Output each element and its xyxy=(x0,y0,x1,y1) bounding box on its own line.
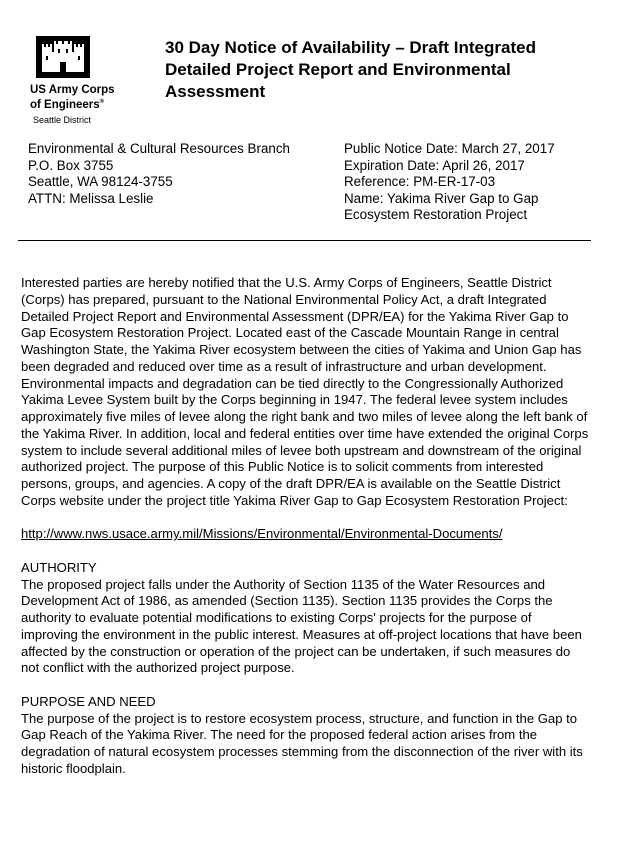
registered-mark: ® xyxy=(99,99,105,105)
notice-info xyxy=(344,141,555,224)
usace-logo xyxy=(30,36,140,125)
org-name-line1: US Army Corps xyxy=(30,84,115,96)
org-name xyxy=(30,84,140,111)
address-line: ATTN: Melissa Leslie xyxy=(28,190,154,206)
address-line: Seattle, WA 98124-3755 xyxy=(28,174,173,189)
castle-icon xyxy=(36,36,90,78)
address-line: Environmental & Cultural Resources Branch xyxy=(28,141,290,156)
org-name-line2: of Engineers xyxy=(30,98,100,111)
reference-number: Reference: PM-ER-17-03 xyxy=(344,174,496,189)
intro-paragraph: Interested parties are hereby notified that the U.S. Army Corps of Engineers, Seattle District (Corps) has prepared, pursuant to the National Environmental Policy Act, a draft Integrated Detailed Project Report and Environmental Assessment (DPR/EA) for the Yakima River Gap to Gap Ecosystem Restoration Project. Located east of the Cascade Mountain Range in central Washington State, the Yakima River ecosystem between the cities of Yakima and Union Gap has been degraded and reduced over time as a result of infrastructure and urban development. Environmental impacts and degradation can be tied directly to the Congressionally Authorized Yakima Levee System built by the Corps beginning in 1947. The federal levee system includes approximately five miles of levee along the right bank and two miles of levee along the left bank of the Yakima River. In addition, local and federal entities over time have extended the original Corps system to include several additional miles of levee both upstream and downstream of the original authorized project. The purpose of this Public Notice is to solicit comments from interested persons, groups, and agencies. A copy of the draft DPR/EA is available on the Seattle District Corps website under the project title Yakima River Gap to Gap Ecosystem Restoration Project: xyxy=(21,275,589,508)
address-line: P.O. Box 3755 xyxy=(28,157,114,173)
district-name: Seattle District xyxy=(33,114,92,125)
notice-body xyxy=(21,275,591,794)
project-name: Name: Yakima River Gap to Gap xyxy=(344,190,539,206)
documents-link[interactable]: http://www.nws.usace.army.mil/Missions/Environmental/Environmental-Documents/ xyxy=(21,526,503,542)
page-title: 30 Day Notice of Availability – Draft Integrated Detailed Project Report and Environmental Assessment xyxy=(165,38,536,101)
public-notice-date: Public Notice Date: March 27, 2017 xyxy=(344,141,555,156)
divider xyxy=(18,240,591,241)
authority-heading: AUTHORITY xyxy=(21,559,97,575)
project-name-cont: Ecosystem Restoration Project xyxy=(344,207,528,222)
purpose-heading: PURPOSE AND NEED xyxy=(21,693,156,709)
purpose-paragraph: The purpose of the project is to restore ecosystem process, structure, and function in the Gap to Gap Reach of the Yakima River. The need for the proposed federal action arises from the degradation of natural ecosystem processes stemming from the disconnection of the river with its historic floodplain. xyxy=(21,710,583,776)
return-address xyxy=(28,141,290,207)
org-name-line2-wrap xyxy=(30,96,140,111)
authority-paragraph: The proposed project falls under the Authority of Section 1135 of the Water Resources and Development Act of 1986, as amended (Section 1135). Section 1135 provides the Corps the authority to evaluate potential modifications to existing Corps' projects for the purpose of improving the environment in the public interest. Measures at off-project locations that have been affected by the construction or operation of the project can be undertaken, if such measures do not conflict with the authorized project purpose. xyxy=(21,576,582,676)
expiration-date: Expiration Date: April 26, 2017 xyxy=(344,157,525,173)
